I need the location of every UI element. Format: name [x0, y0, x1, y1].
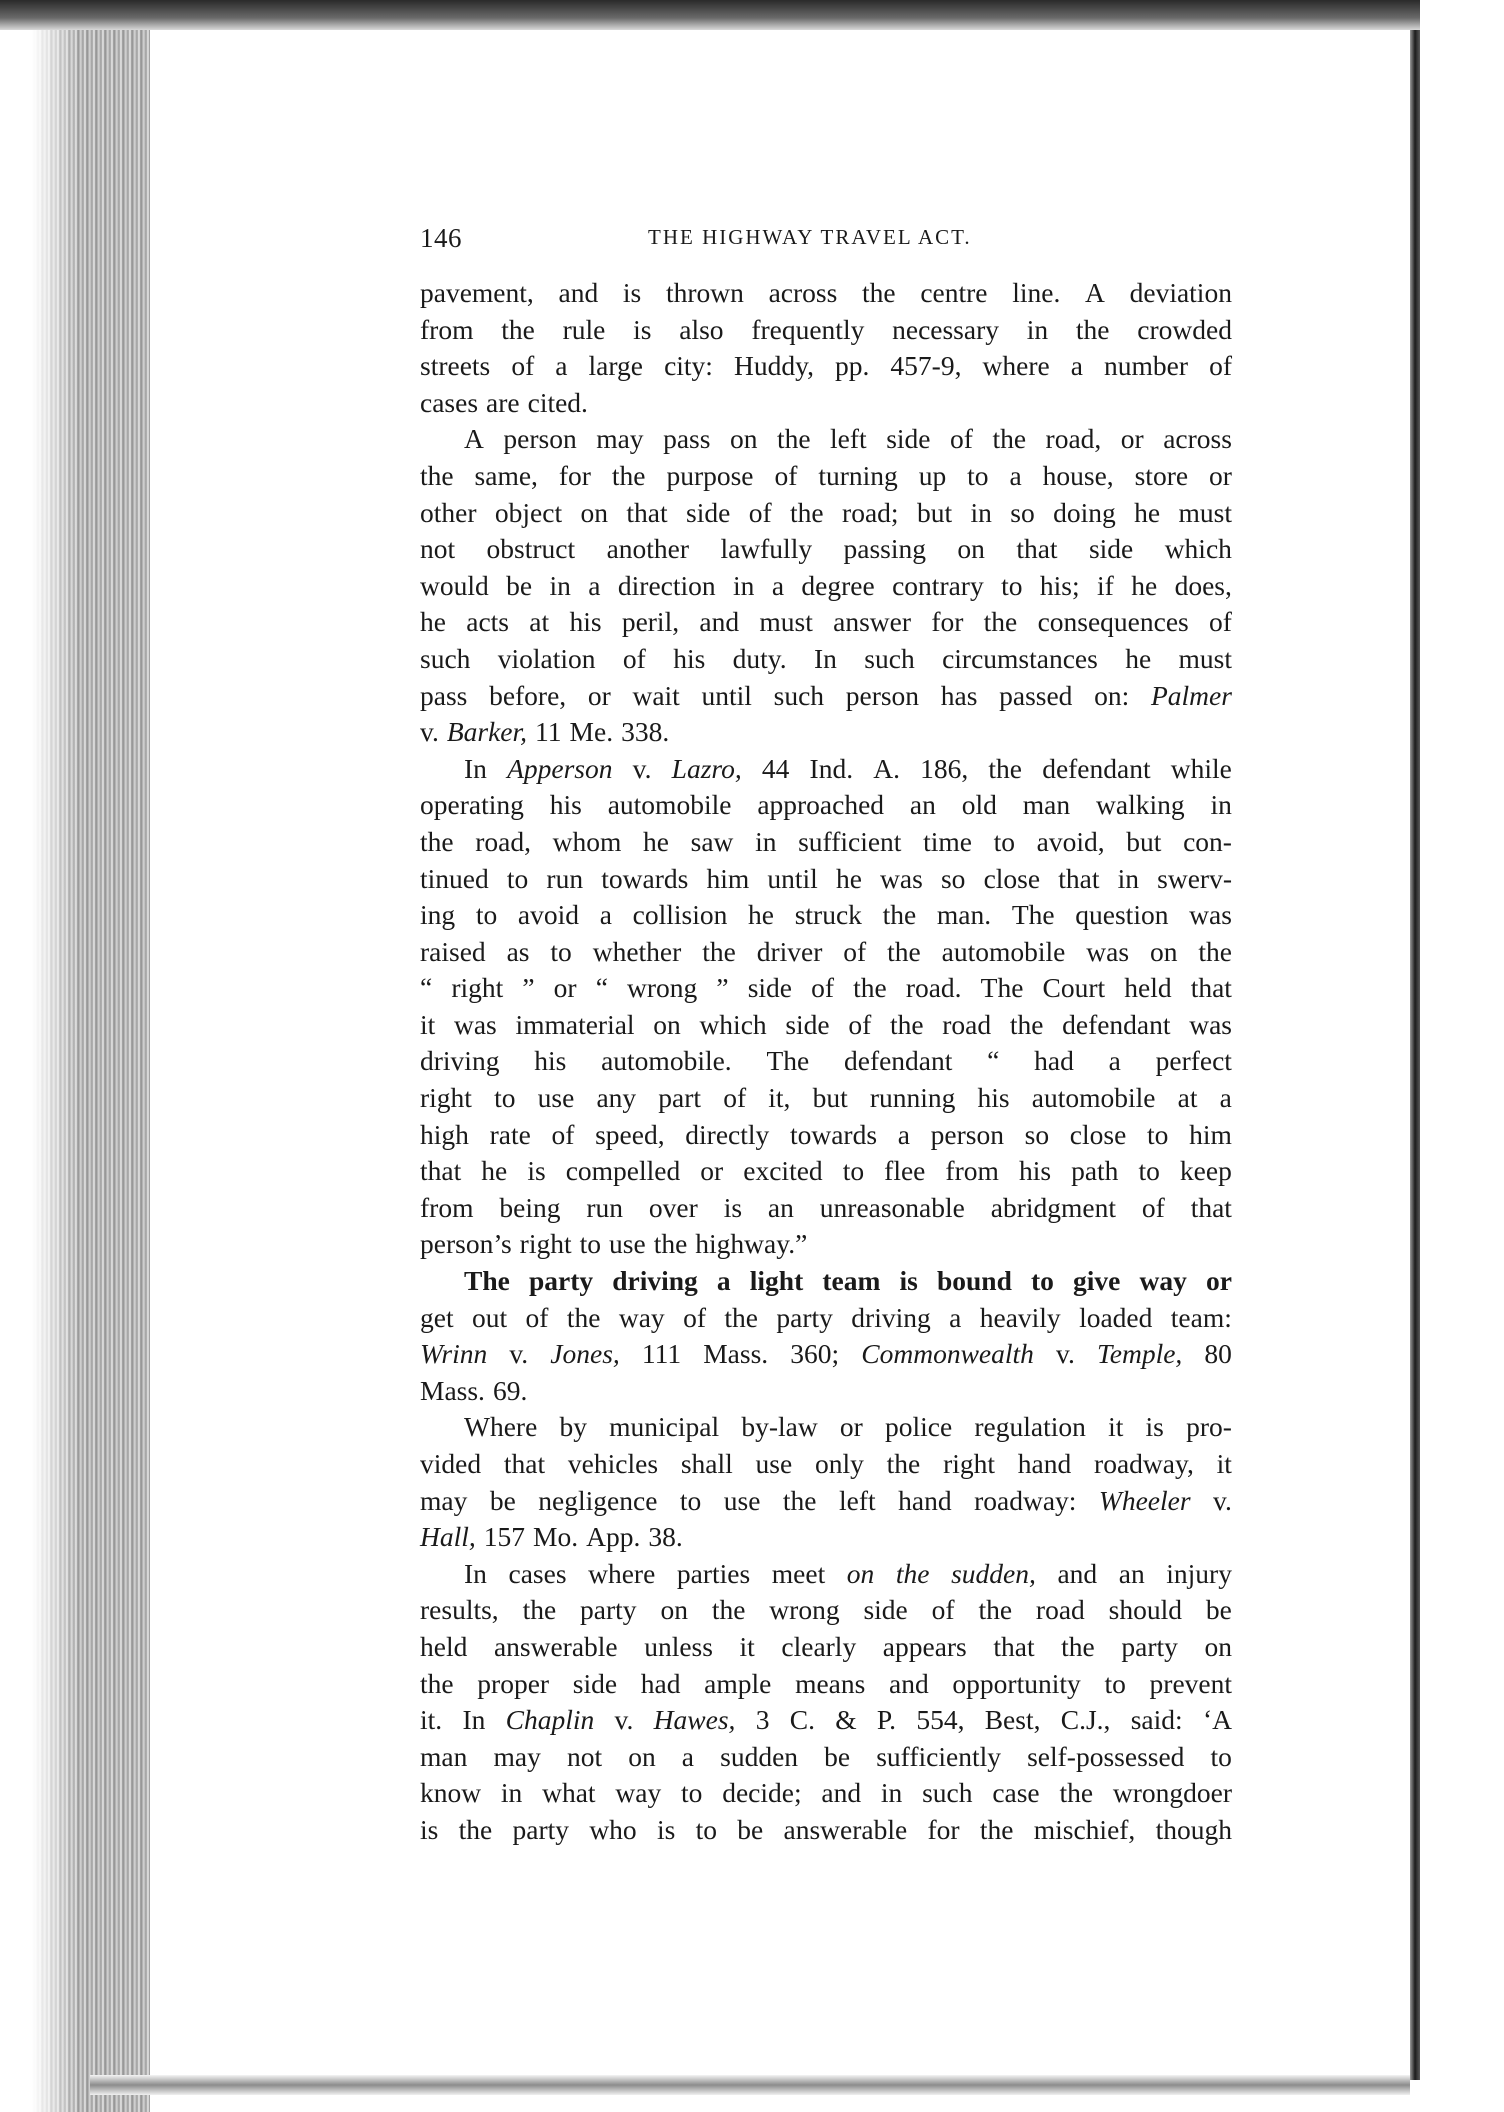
text-line: get out of the way of the party driving a heavily loaded team:	[420, 1301, 1232, 1333]
text-line: v. Barker, 11 Me. 338.	[420, 716, 670, 748]
text-line: held answerable unless it clearly appears that the party on	[420, 1630, 1232, 1662]
body-text	[420, 275, 1232, 1849]
page-right-edge	[1410, 30, 1420, 2080]
text-line: the proper side had ample means and opportunity to prevent	[420, 1667, 1232, 1699]
text-line: such violation of his duty. In such circumstances he must	[420, 642, 1232, 674]
text-line: operating his automobile approached an old man walking in	[420, 789, 1232, 821]
text-line: streets of a large city: Huddy, pp. 457-9, where a number of	[420, 350, 1232, 382]
text-line: person’s right to use the highway.”	[420, 1228, 808, 1260]
text-line: pavement, and is thrown across the centre line. A deviation	[420, 277, 1232, 308]
text-line: from the rule is also frequently necessary in the crowded	[420, 313, 1232, 345]
paragraph	[420, 421, 1232, 750]
paragraph	[420, 751, 1232, 1263]
running-head	[420, 223, 1232, 253]
text-line: from being run over is an unreasonable abridgment of that	[420, 1191, 1232, 1223]
text-line: raised as to whether the driver of the automobile was on the	[420, 935, 1232, 967]
text-line: driving his automobile. The defendant “ had a perfect	[420, 1045, 1232, 1077]
text-line: cases are cited.	[420, 386, 588, 418]
paragraph	[420, 1263, 1232, 1409]
page-bottom-edge	[90, 2075, 1410, 2095]
paragraph	[420, 1409, 1232, 1555]
scan-right-margin	[1420, 0, 1504, 2112]
text-line: would be in a direction in a degree contrary to his; if he does,	[420, 569, 1232, 601]
text-line: the same, for the purpose of turning up to a house, store or	[420, 459, 1232, 491]
gutter-shading	[0, 0, 80, 2112]
text-line: A person may pass on the left side of the road, or across	[464, 423, 1232, 455]
text-line: right to use any part of it, but running his automobile at a	[420, 1082, 1232, 1114]
text-line: Wrinn v. Jones, 111 Mass. 360; Commonwealth v. Temple, 80	[420, 1338, 1232, 1370]
text-line: In cases where parties meet on the sudden, and an injury	[464, 1557, 1232, 1589]
text-line: it. In Chaplin v. Hawes, 3 C. & P. 554, Best, C.J., said: ‘A	[420, 1704, 1232, 1736]
text-line: Mass. 69.	[420, 1374, 528, 1406]
text-line: it was immaterial on which side of the road the defendant was	[420, 1008, 1232, 1040]
text-line: “ right ” or “ wrong ” side of the road. The Court held that	[420, 972, 1232, 1004]
text-line: Hall, 157 Mo. App. 38.	[420, 1521, 683, 1553]
text-line: In Apperson v. Lazro, 44 Ind. A. 186, the defendant while	[464, 752, 1232, 784]
paragraph	[420, 1556, 1232, 1849]
text-line: he acts at his peril, and must answer for the consequences of	[420, 606, 1232, 638]
text-line: pass before, or wait until such person has passed on: Palmer	[420, 679, 1232, 711]
text-line: that he is compelled or excited to flee from his path to keep	[420, 1155, 1232, 1187]
text-line: know in what way to decide; and in such case the wrongdoer	[420, 1777, 1232, 1809]
scan-top-border	[0, 0, 1504, 30]
text-line: man may not on a sudden be sufficiently self-possessed to	[420, 1740, 1232, 1772]
text-line: ing to avoid a collision he struck the man. The question was	[420, 899, 1232, 931]
paragraph	[420, 275, 1232, 421]
text-line: Where by municipal by-law or police regulation it is pro-	[464, 1411, 1232, 1443]
text-line: vided that vehicles shall use only the right hand roadway, it	[420, 1448, 1232, 1479]
text-line: not obstruct another lawfully passing on that side which	[420, 533, 1232, 565]
page-number: 146	[420, 223, 462, 253]
text-line: results, the party on the wrong side of the road should be	[420, 1594, 1232, 1626]
running-title: THE HIGHWAY TRAVEL ACT.	[648, 225, 972, 249]
text-line: the road, whom he saw in sufficient time to avoid, but con-	[420, 825, 1232, 857]
text-line: high rate of speed, directly towards a person so close to him	[420, 1118, 1232, 1150]
text-line: tinued to run towards him until he was so close that in swerv-	[420, 862, 1232, 894]
text-line: The party driving a light team is bound to give way or	[464, 1265, 1232, 1297]
text-line: may be negligence to use the left hand roadway: Wheeler v.	[420, 1484, 1232, 1516]
text-line: is the party who is to be answerable for the mischief, though	[420, 1813, 1232, 1845]
text-line: other object on that side of the road; but in so doing he must	[420, 496, 1232, 528]
